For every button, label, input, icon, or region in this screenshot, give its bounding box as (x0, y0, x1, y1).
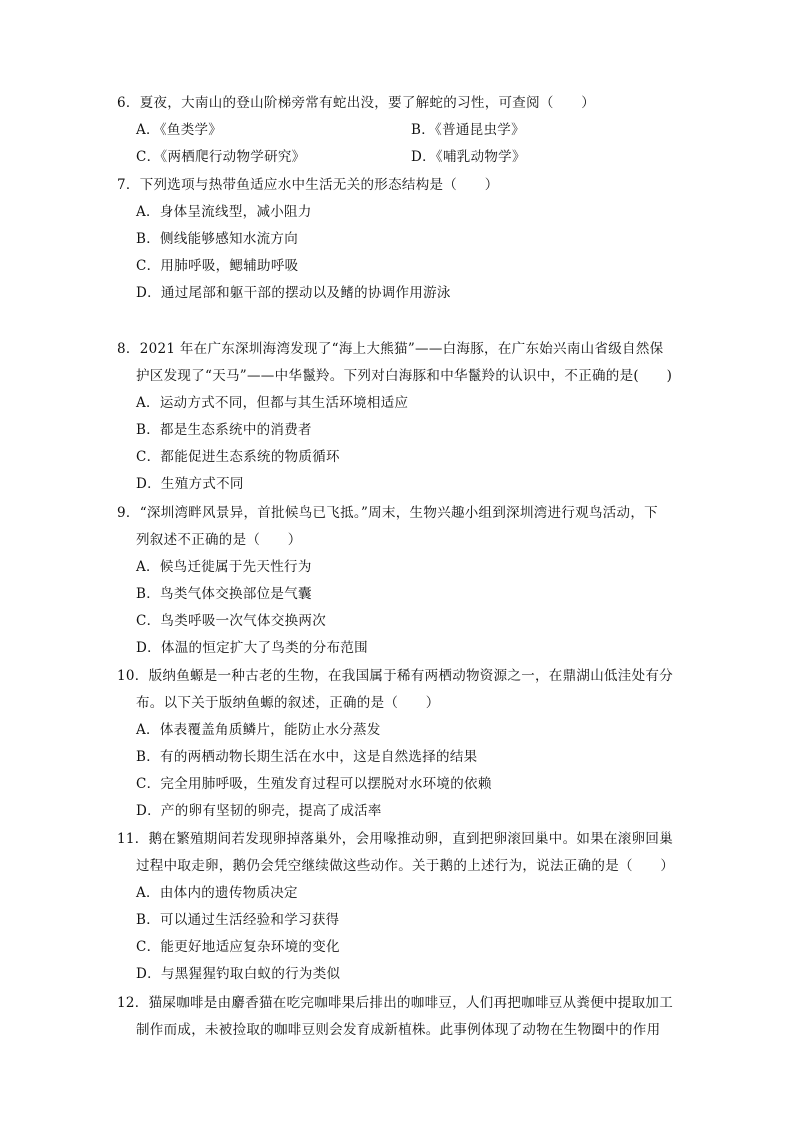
option-b[interactable]: B．都是生态系统中的消费者 (136, 422, 312, 438)
question-10-stem-line-1: 10．版纳鱼螈是一种古老的生物，在我国属于稀有两栖动物资源之一，在鼎湖山低洼处有分 (117, 668, 673, 684)
question-8-stem-line-2: 护区发现了“天马”——中华鬣羚。下列对白海豚和中华鬣羚的认识中，不正确的是( ) (136, 368, 673, 384)
option-c[interactable]: C．用肺呼吸，鳃辅助呼吸 (136, 258, 299, 274)
option-c[interactable]: C．鸟类呼吸一次气体交换两次 (136, 613, 327, 629)
question-6-stem: 6．夏夜，大南山的登山阶梯旁常有蛇出没，要了解蛇的习性，可查阅（ ） (117, 95, 596, 111)
option-a[interactable]: A．《鱼类学》 (136, 122, 223, 138)
question-9 (117, 500, 687, 662)
question-8 (117, 336, 687, 498)
option-a[interactable]: A．运动方式不同，但都与其生活环境相适应 (136, 395, 409, 411)
option-b[interactable]: B．《普通昆虫学》 (411, 122, 525, 138)
question-12 (117, 990, 687, 1044)
question-11-stem-line-2: 过程中取走卵，鹅仍会凭空继续做这些动作。关于鹅的上述行为，说法正确的是（ ） (136, 858, 675, 874)
option-d[interactable]: D．《哺乳动物学》 (411, 149, 526, 165)
option-c[interactable]: C．都能促进生态系统的物质循环 (136, 449, 340, 465)
option-a[interactable]: A．身体呈流线型，减小阻力 (136, 204, 312, 220)
option-b[interactable]: B．侧线能够感知水流方向 (136, 231, 299, 247)
question-9-stem-line-2: 列叙述不正确的是（ ） (136, 532, 302, 548)
question-7 (117, 172, 687, 307)
question-11 (117, 826, 687, 988)
question-9-stem-line-1: 9．“深圳湾畔风景异，首批候鸟已飞抵。”周末，生物兴趣小组到深圳湾进行观鸟活动，下 (117, 505, 658, 521)
question-10-stem-line-2: 布。以下关于版纳鱼螈的叙述，正确的是（ ） (136, 695, 440, 711)
option-d[interactable]: D．产的卵有坚韧的卵壳，提高了成活率 (136, 803, 382, 819)
question-8-stem-line-1: 8．2021 年在广东深圳海湾发现了“海上大熊猫”——白海豚，在广东始兴南山省级自然保 (117, 341, 664, 357)
question-6-options (117, 117, 687, 171)
option-d[interactable]: D．与黑猩猩钓取白蚁的行为类似 (136, 966, 341, 982)
option-c[interactable]: C．完全用肺呼吸，生殖发育过程可以摆脱对水环境的依赖 (136, 776, 492, 792)
question-6 (117, 90, 687, 171)
question-11-stem-line-1: 11．鹅在繁殖期间若发现卵掉落巢外，会用喙推动卵，直到把卵滚回巢中。如果在滚卵回巢 (117, 831, 673, 847)
question-12-stem-line-2: 制作而成，未被捡取的咖啡豆则会发育成新植株。此事例体现了动物在生物圈中的作用 (136, 1022, 661, 1038)
option-d[interactable]: D．通过尾部和躯干部的摆动以及鳍的协调作用游泳 (136, 285, 451, 301)
option-b[interactable]: B．鸟类气体交换部位是气囊 (136, 586, 312, 602)
option-a[interactable]: A．体表覆盖角质鳞片，能防止水分蒸发 (136, 722, 381, 738)
question-12-stem-line-1: 12．猫屎咖啡是由麝香猫在吃完咖啡果后排出的咖啡豆，人们再把咖啡豆从粪便中提取加工 (117, 995, 673, 1011)
option-b[interactable]: B．可以通过生活经验和学习获得 (136, 912, 340, 928)
option-a[interactable]: A．候鸟迁徙属于先天性行为 (136, 559, 312, 575)
option-c[interactable]: C．《两栖爬行动物学研究》 (136, 149, 306, 165)
option-a[interactable]: A．由体内的遗传物质决定 (136, 885, 298, 901)
option-d[interactable]: D．生殖方式不同 (136, 476, 244, 492)
option-b[interactable]: B．有的两栖动物长期生活在水中，这是自然选择的结果 (136, 749, 478, 765)
question-7-stem: 7．下列选项与热带鱼适应水中生活无关的形态结构是（ ） (117, 177, 499, 193)
option-d[interactable]: D．体温的恒定扩大了鸟类的分布范围 (136, 640, 368, 656)
question-10 (117, 663, 687, 825)
option-c[interactable]: C．能更好地适应复杂环境的变化 (136, 939, 340, 955)
